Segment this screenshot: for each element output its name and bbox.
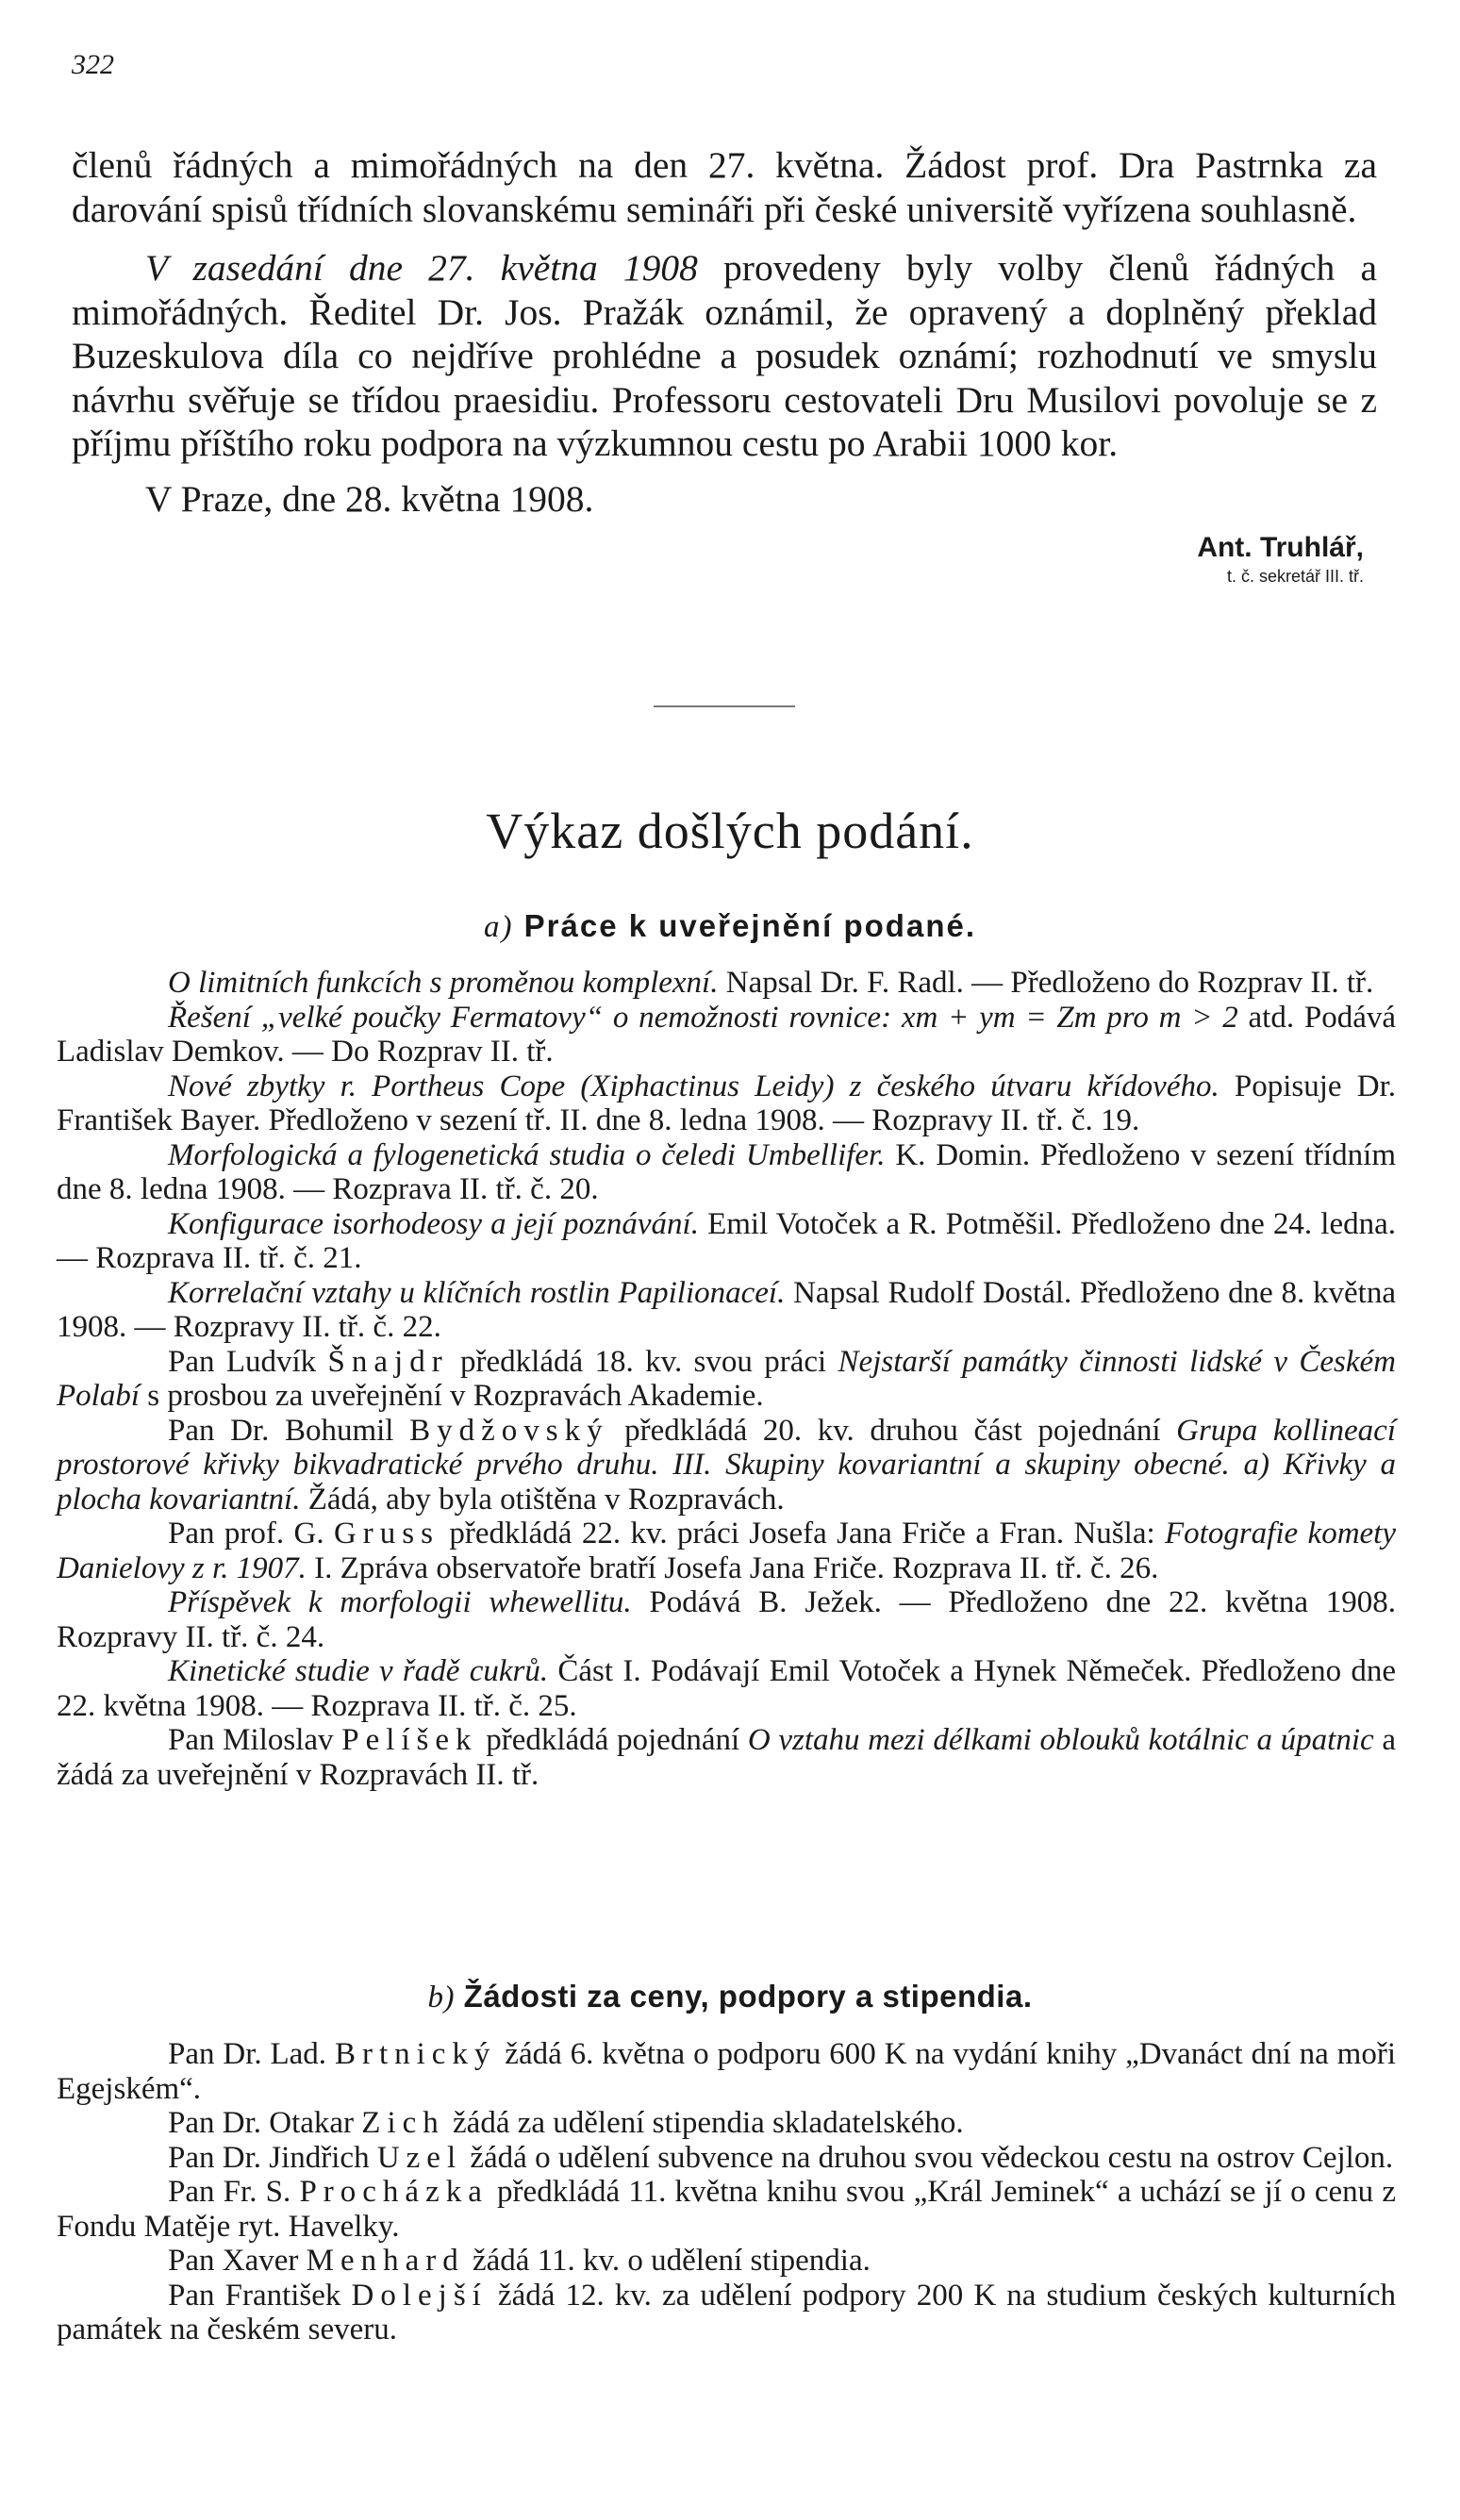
entry-text: žádá za udělení stipendia skladatelského. bbox=[444, 2106, 964, 2140]
entry-text: Pan Dr. Bohumil bbox=[168, 1413, 410, 1448]
entry-text: atd. Podává Ladislav Demkov. — Do Rozprav II. tř. bbox=[57, 1000, 1397, 1069]
author-name: Dolejší bbox=[351, 2278, 488, 2313]
submission-entry bbox=[57, 1654, 1396, 1723]
author-name: Bydžovský bbox=[409, 1413, 609, 1448]
entry-text: žádá o udělení subvence na druhou svou vědeckou cestu na ostrov Cejlon. bbox=[462, 2140, 1394, 2175]
work-title: Řešení „velké poučky Fermatovy“ o nemožnosti rovnice: xm + ym = Zm pro m > 2 bbox=[168, 1000, 1238, 1035]
entry-text: žádá 11. kv. o udělení stipendia. bbox=[464, 2244, 871, 2278]
request-entry bbox=[57, 2175, 1396, 2244]
work-title: Nejstarší památky činnosti lidské v Českém Polabí bbox=[57, 1344, 1397, 1413]
submission-entry bbox=[57, 966, 1396, 1001]
entry-text: Podává B. Ježek. — Předloženo dne 22. května 1908. Rozpravy II. tř. č. 24. bbox=[57, 1585, 1396, 1654]
signature-name: Ant. Truhlář, bbox=[1197, 532, 1364, 563]
submission-entry bbox=[57, 1276, 1396, 1345]
entry-text: předkládá 11. května knihu svou „Král Jeminek“ a uchází se jí o cenu z Fondu Matěje ryt. Havelky. bbox=[57, 2175, 1396, 2244]
date-line: V Praze, dne 28. května 1908. bbox=[145, 477, 594, 520]
request-entry bbox=[57, 2279, 1396, 2347]
request-entry bbox=[57, 2106, 1396, 2141]
work-title: Korrelační vztahy u klíčních rostlin Papilionaceí. bbox=[168, 1275, 786, 1310]
entry-text: Pan Xaver bbox=[168, 2244, 307, 2278]
work-title: Grupa kollineací prostorové křivky bikvadratické prvého druhu. III. Skupiny kovariantní a skupiny obecné. a) Křivky a plocha kovariantní. bbox=[57, 1413, 1396, 1517]
submission-entry bbox=[57, 1069, 1396, 1138]
submission-entry bbox=[57, 1723, 1396, 1792]
report-heading: Výkaz došlých podání. bbox=[486, 803, 974, 859]
work-title: Fotografie komety Danielovy z r. 1907. bbox=[57, 1517, 1396, 1585]
entry-text: předkládá pojednání bbox=[477, 1723, 748, 1757]
paragraph-1: členů řádných a mimořádných na den 27. května. Žádost prof. Dra Pastrnka za darování spisů třídních slovanskému semináři při české universitě vyřízena souhlasně. bbox=[72, 144, 1377, 230]
intro-section bbox=[72, 143, 1377, 587]
work-title: O vztahu mezi délkami oblouků kotálnic a úpatnic bbox=[747, 1723, 1374, 1757]
entry-text: Napsal Rudolf Dostál. Předloženo dne 8. května 1908. — Rozpravy II. tř. č. 22. bbox=[57, 1275, 1396, 1344]
author-name: Pelíšek bbox=[341, 1723, 478, 1757]
submission-entry bbox=[57, 1207, 1396, 1276]
submission-entry bbox=[57, 1517, 1396, 1585]
author-name: Gruss bbox=[333, 1517, 440, 1550]
divider bbox=[654, 705, 795, 707]
entry-text: předkládá 22. kv. práci Josefa Jana Friče a Fran. Nušla: bbox=[439, 1517, 1166, 1550]
section-a-title: a) Práce k uveřejnění podané. bbox=[483, 908, 976, 944]
submission-entry bbox=[57, 1414, 1396, 1517]
entry-text: Pan Dr. Lad. bbox=[168, 2037, 335, 2071]
author-name: Procházka bbox=[299, 2175, 489, 2209]
entry-text: Pan Dr. Jindřich bbox=[168, 2140, 377, 2175]
entry-text: Část I. Podávají Emil Votoček a Hynek Němeček. Předloženo dne 22. května 1908. — Rozprava II. tř. č. 25. bbox=[57, 1654, 1397, 1723]
signature-role: t. č. sekretář III. tř. bbox=[1226, 567, 1364, 586]
entry-text: Žádá, aby byla otištěna v Rozpravách. bbox=[300, 1482, 785, 1517]
work-title: Příspěvek k morfologii whewellitu. bbox=[168, 1585, 632, 1619]
author-name: Zich bbox=[361, 2106, 445, 2140]
work-title: Konfigurace isorhodeosy a její poznávání. bbox=[168, 1206, 699, 1241]
entry-text: I. Zpráva observatoře bratří Josefa Jana Friče. Rozprava II. tř. č. 26. bbox=[306, 1550, 1159, 1585]
section-b-list bbox=[57, 2037, 1396, 2347]
work-title: O limitních funkcích s proměnou komplexní. bbox=[168, 966, 719, 1000]
entry-text: Pan Ludvík bbox=[168, 1344, 328, 1379]
author-name: Brtnický bbox=[334, 2037, 497, 2071]
entry-text: Pan Dr. Otakar bbox=[168, 2106, 362, 2140]
author-name: Uzel bbox=[376, 2140, 463, 2175]
entry-text: Napsal Dr. F. Radl. — Předloženo do Rozprav II. tř. bbox=[718, 966, 1374, 1000]
entry-text: a žádá za uveřejnění v Rozpravách II. tř. bbox=[57, 1723, 1396, 1792]
entry-text: Popisuje Dr. František Bayer. Předloženo v sezení tř. II. dne 8. ledna 1908. — Rozpravy II. tř. č. 19. bbox=[57, 1069, 1396, 1137]
submission-entry bbox=[57, 1585, 1396, 1654]
entry-text: Pan František bbox=[168, 2278, 352, 2313]
entry-text: předkládá 18. kv. svou práci bbox=[448, 1344, 838, 1379]
entry-text: s prosbou za uveřejnění v Rozpravách Akademie. bbox=[140, 1379, 764, 1413]
entry-text: předkládá 20. kv. druhou část pojednání bbox=[608, 1413, 1177, 1448]
session-date: V zasedání dne 27. května 1908 bbox=[145, 247, 698, 289]
section-b-title: b) Žádosti za ceny, podpory a stipendia. bbox=[427, 1979, 1033, 2014]
author-name: Menhard bbox=[306, 2244, 465, 2278]
entry-text: žádá 12. kv. za udělení podpory 200 K na studium českých kulturních památek na českém severu. bbox=[57, 2278, 1396, 2346]
request-entry bbox=[57, 2141, 1396, 2176]
entry-text: žádá 6. května o podporu 600 K na vydání knihy „Dvanáct dní na moři Egejském“. bbox=[57, 2037, 1396, 2106]
entry-text: K. Domin. Předloženo v sezení třídním dne 8. ledna 1908. — Rozprava II. tř. č. 20. bbox=[57, 1137, 1396, 1206]
request-entry bbox=[57, 2037, 1396, 2106]
page-number: 322 bbox=[72, 49, 114, 80]
work-title: Nové zbytky r. Portheus Cope (Xiphactinus Leidy) z českého útvaru křídového. bbox=[168, 1069, 1219, 1103]
request-entry bbox=[57, 2244, 1396, 2279]
submission-entry bbox=[57, 1001, 1396, 1069]
entry-text: Emil Votoček a R. Potměšil. Předloženo dne 24. ledna. — Rozprava II. tř. č. 21. bbox=[57, 1206, 1397, 1275]
entry-text: Pan prof. G. bbox=[168, 1517, 334, 1550]
submission-entry bbox=[57, 1345, 1396, 1414]
work-title: Morfologická a fylogenetická studia o čeledi Umbellifer. bbox=[168, 1137, 886, 1172]
paragraph-2: V zasedání dne 27. května 1908 provedeny byly volby členů řádných a mimořádných. Ředitel Dr. Jos. Pražák oznámil, že opravený a doplněný překlad Buzeskulova díla co nejdříve prohlédne a posudek oznámí; rozhodnutí ve smyslu návrhu svěřuje se třídou praesidiu. Professoru cestovateli Dru Musilovi povoluje se z příjmu příštího roku podpora na výzkumnou cestu po Arabii 1000 kor. bbox=[72, 247, 1377, 464]
author-name: Šnajdr bbox=[327, 1344, 449, 1379]
entry-text: Pan Miloslav bbox=[168, 1723, 342, 1757]
work-title: Kinetické studie v řadě cukrů. bbox=[168, 1654, 549, 1688]
submission-entry bbox=[57, 1138, 1396, 1207]
entry-text: Pan Fr. S. bbox=[168, 2175, 300, 2209]
section-a-list bbox=[57, 966, 1396, 1792]
